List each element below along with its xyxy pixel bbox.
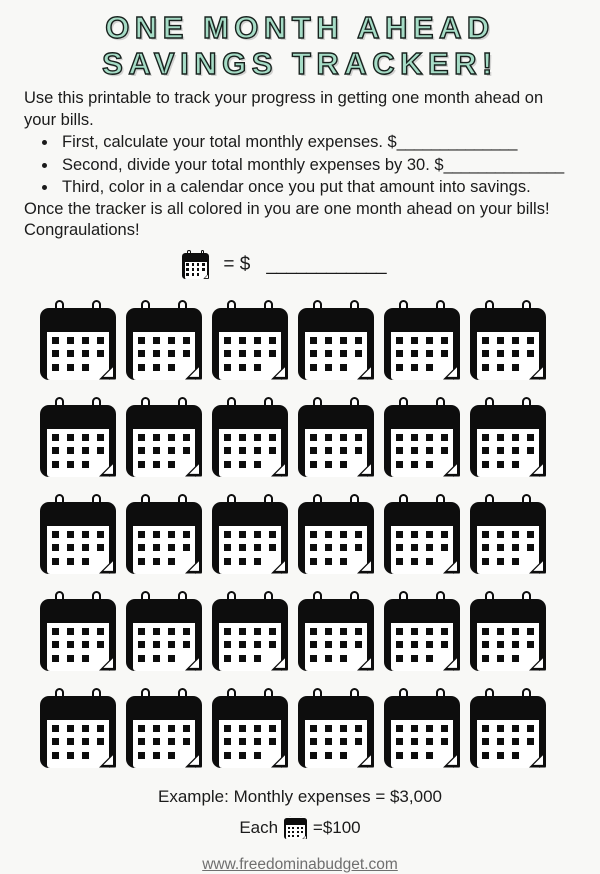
calendar-dots (52, 434, 105, 468)
calendar-dots (396, 628, 449, 662)
calendar-sheet (219, 429, 281, 477)
example-text: Example: Monthly expenses = $3,000 (158, 786, 442, 806)
calendar-sheet (133, 429, 195, 477)
each-value-label: =$100 (312, 817, 361, 837)
calendar-sheet (477, 429, 539, 477)
calendar-icon[interactable] (212, 688, 288, 768)
calendar-icon[interactable] (384, 397, 460, 477)
calendar-icon[interactable] (40, 494, 116, 574)
calendar-icon (284, 816, 307, 840)
calendar-sheet (219, 720, 281, 768)
calendar-body (470, 696, 546, 768)
calendar-body (126, 308, 202, 380)
calendar-body (126, 502, 202, 574)
calendar-dots (138, 434, 191, 468)
calendar-icon[interactable] (470, 300, 546, 380)
calendar-dots (482, 434, 535, 468)
calendar-body (212, 308, 288, 380)
calendar-sheet (219, 526, 281, 574)
calendar-dots (52, 531, 105, 565)
calendar-sheet (133, 526, 195, 574)
calendar-body (470, 502, 546, 574)
calendar-icon[interactable] (212, 397, 288, 477)
calendar-body (284, 818, 307, 840)
calendar-dots (186, 263, 205, 275)
calendar-dots (482, 337, 535, 371)
calendar-dots (310, 531, 363, 565)
step-1-blank[interactable]: ______________ (396, 133, 517, 151)
page-title-line-1: ONE MONTH AHEAD (105, 10, 495, 45)
calendar-sheet (391, 332, 453, 380)
calendar-sheet (477, 526, 539, 574)
calendar-icon[interactable] (40, 397, 116, 477)
calendar-sheet (305, 429, 367, 477)
calendar-dots (310, 434, 363, 468)
list-item (58, 131, 578, 154)
calendar-sheet (391, 720, 453, 768)
calendar-icon[interactable] (126, 397, 202, 477)
list-item (58, 176, 578, 199)
calendar-sheet (305, 526, 367, 574)
calendar-dots (288, 827, 304, 837)
calendar-icon[interactable] (40, 591, 116, 671)
calendar-icon[interactable] (298, 494, 374, 574)
calendar-dots (138, 725, 191, 759)
calendar-body (384, 405, 460, 477)
calendar-dots (482, 628, 535, 662)
calendar-icon[interactable] (298, 591, 374, 671)
calendar-body (126, 405, 202, 477)
calendar-body (384, 502, 460, 574)
calendar-sheet (133, 720, 195, 768)
calendar-sheet (133, 623, 195, 671)
calendar-body (40, 405, 116, 477)
intro-paragraph: Use this printable to track your progress in getting one month ahead on your bills. (24, 89, 544, 129)
calendar-sheet (305, 623, 367, 671)
calendar-dots (396, 434, 449, 468)
calendar-sheet (47, 526, 109, 574)
instructions-block (24, 88, 578, 242)
calendar-body (298, 502, 374, 574)
calendar-icon (182, 250, 209, 279)
calendar-body (126, 696, 202, 768)
calendar-sheet (305, 332, 367, 380)
steps-list (24, 131, 578, 199)
calendar-icon[interactable] (298, 300, 374, 380)
list-item (58, 154, 578, 177)
legend-row (182, 244, 600, 286)
step-2-text: Second, divide your total monthly expenses by 30. $ (62, 155, 444, 174)
calendar-body (384, 599, 460, 671)
calendar-body (298, 696, 374, 768)
calendar-sheet (391, 623, 453, 671)
calendar-icon[interactable] (470, 494, 546, 574)
calendar-dots (138, 337, 191, 371)
calendar-icon[interactable] (126, 300, 202, 380)
step-2-blank[interactable]: ______________ (443, 155, 564, 174)
calendar-body (40, 502, 116, 574)
calendar-body (40, 599, 116, 671)
calendar-body (40, 696, 116, 768)
calendar-sheet (477, 720, 539, 768)
calendar-icon[interactable] (384, 591, 460, 671)
calendar-dots (224, 531, 277, 565)
calendar-icon[interactable] (40, 300, 116, 380)
closing-line-2: Congraulations! (24, 221, 140, 239)
calendar-dots (224, 434, 277, 468)
calendar-sheet (185, 262, 207, 279)
calendar-sheet (47, 429, 109, 477)
calendar-sheet (47, 720, 109, 768)
calendar-sheet (133, 332, 195, 380)
calendar-dots (396, 337, 449, 371)
calendar-body (212, 599, 288, 671)
calendar-icon[interactable] (298, 688, 374, 768)
calendar-body (182, 253, 209, 279)
calendar-body (212, 502, 288, 574)
calendar-body (40, 308, 116, 380)
calendar-icon[interactable] (470, 591, 546, 671)
calendar-dots (310, 725, 363, 759)
calendar-sheet (219, 332, 281, 380)
page-title (0, 0, 600, 82)
closing-line-1: Once the tracker is all colored in you are one month ahead on your bills! (24, 199, 550, 218)
savings-tracker-grid (0, 300, 600, 768)
calendar-body (470, 599, 546, 671)
calendar-icon[interactable] (384, 494, 460, 574)
calendar-icon[interactable] (212, 591, 288, 671)
calendar-dots (52, 628, 105, 662)
calendar-body (298, 599, 374, 671)
calendar-sheet (477, 623, 539, 671)
calendar-sheet (47, 623, 109, 671)
calendar-sheet (219, 623, 281, 671)
calendar-sheet (286, 825, 305, 839)
calendar-sheet (305, 720, 367, 768)
each-value-row (0, 814, 600, 842)
calendar-icon[interactable] (126, 591, 202, 671)
calendar-body (212, 696, 288, 768)
calendar-icon[interactable] (384, 688, 460, 768)
each-prefix-label: Each (239, 817, 279, 837)
calendar-sheet (47, 332, 109, 380)
calendar-icon[interactable] (212, 494, 288, 574)
calendar-dots (52, 725, 105, 759)
calendar-icon[interactable] (126, 688, 202, 768)
calendar-dots (396, 725, 449, 759)
calendar-dots (224, 337, 277, 371)
calendar-icon[interactable] (212, 300, 288, 380)
calendar-body (212, 405, 288, 477)
calendar-body (384, 696, 460, 768)
calendar-icon[interactable] (126, 494, 202, 574)
calendar-body (298, 405, 374, 477)
legend-equals-label: = $ (223, 253, 251, 275)
calendar-icon[interactable] (40, 688, 116, 768)
calendar-icon[interactable] (298, 397, 374, 477)
step-3-text: Third, color in a calendar once you put that amount into savings. (62, 178, 531, 196)
calendar-body (384, 308, 460, 380)
calendar-body (470, 308, 546, 380)
legend-blank[interactable]: ____________ (266, 253, 386, 275)
calendar-sheet (391, 429, 453, 477)
calendar-dots (224, 725, 277, 759)
calendar-dots (482, 725, 535, 759)
step-1-text: First, calculate your total monthly expenses. $ (62, 133, 397, 151)
calendar-body (470, 405, 546, 477)
calendar-dots (310, 628, 363, 662)
calendar-dots (224, 628, 277, 662)
calendar-dots (138, 628, 191, 662)
calendar-dots (396, 531, 449, 565)
calendar-dots (52, 337, 105, 371)
calendar-icon[interactable] (384, 300, 460, 380)
calendar-body (126, 599, 202, 671)
footer (0, 784, 600, 874)
page-title-line-2: SAVINGS TRACKER! (102, 46, 498, 81)
website-link[interactable]: www.freedominabudget.com (202, 855, 398, 873)
calendar-icon[interactable] (470, 688, 546, 768)
calendar-sheet (477, 332, 539, 380)
calendar-dots (310, 337, 363, 371)
calendar-dots (138, 531, 191, 565)
calendar-sheet (391, 526, 453, 574)
calendar-body (298, 308, 374, 380)
calendar-dots (482, 531, 535, 565)
calendar-icon[interactable] (470, 397, 546, 477)
